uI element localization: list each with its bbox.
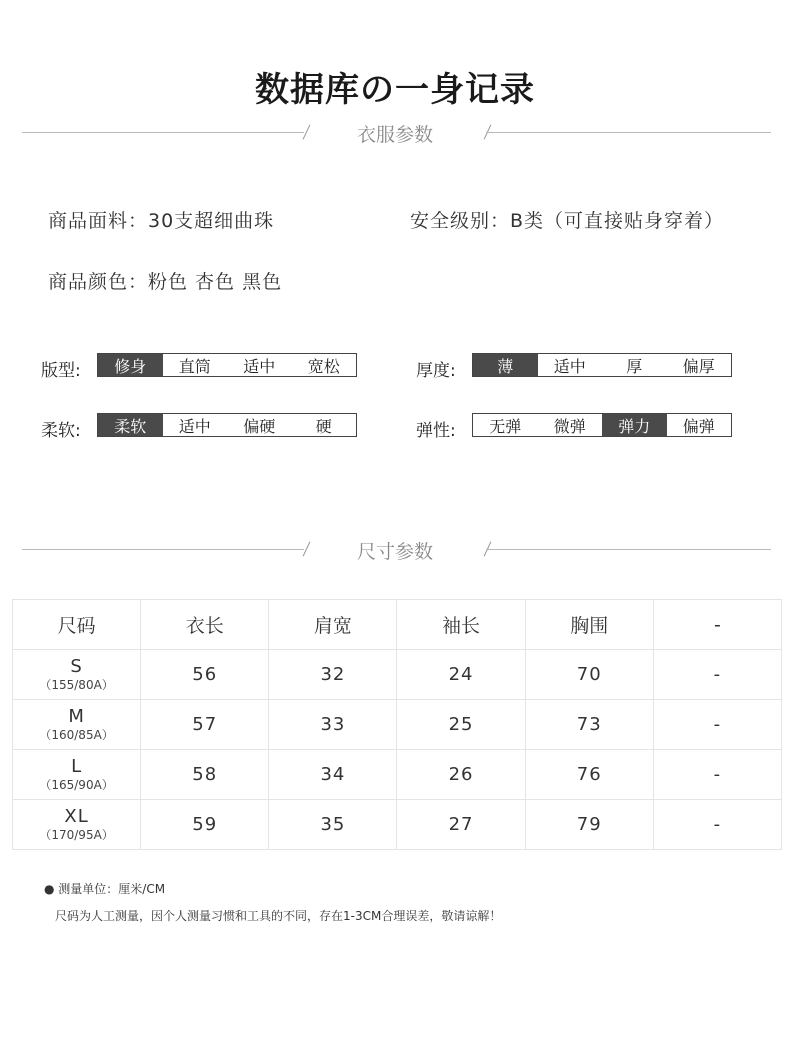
header-cell: -	[653, 600, 781, 650]
fit-options	[97, 353, 357, 377]
value-cell: 32	[269, 650, 397, 700]
page-title: 数据库の一身记录	[255, 70, 535, 110]
option-softness-1: 适中	[178, 416, 211, 436]
value-cell: 58	[141, 750, 269, 800]
table-row	[13, 650, 782, 700]
option-elasticity-1: 微弹	[553, 416, 586, 436]
section-title-size-params: 尺寸参数	[356, 541, 433, 563]
header-cell: 衣长	[141, 600, 269, 650]
fit-label: 版型:	[41, 361, 81, 381]
value-cell: 76	[525, 750, 653, 800]
size-cell	[13, 750, 141, 800]
option-thickness-2: 厚	[626, 356, 643, 376]
section-divider-size	[0, 535, 790, 565]
option-thickness-0: 薄	[473, 354, 538, 376]
thickness-options	[472, 353, 732, 377]
value-cell: 57	[141, 700, 269, 750]
option-softness-0: 柔软	[98, 414, 163, 436]
header-cell: 尺码	[13, 600, 141, 650]
table-row	[13, 750, 782, 800]
option-thickness-1: 适中	[553, 356, 586, 376]
value-cell: 26	[397, 750, 525, 800]
safety-spec: 安全级别：B类（可直接贴身穿着）	[410, 210, 725, 232]
option-elasticity-3: 偏弹	[682, 416, 715, 436]
value-cell: 70	[525, 650, 653, 700]
header-cell: 肩宽	[269, 600, 397, 650]
section-title-clothing-params: 衣服参数	[356, 124, 433, 146]
measurement-unit-note: ● 测量单位：厘米/CM	[44, 882, 166, 896]
value-cell: 24	[397, 650, 525, 700]
option-elasticity-0: 无弹	[489, 416, 522, 436]
size-table-header	[13, 600, 782, 650]
value-cell: 33	[269, 700, 397, 750]
value-cell: 56	[141, 650, 269, 700]
color-spec: 商品颜色：粉色 杏色 黑色	[48, 271, 283, 293]
size-cell	[13, 700, 141, 750]
option-fit-2: 适中	[243, 356, 276, 376]
size-label: M	[68, 705, 85, 727]
softness-label: 柔软:	[41, 421, 81, 441]
option-softness-3: 硬	[315, 416, 332, 436]
size-cell	[13, 800, 141, 850]
option-elasticity-2: 弹力	[602, 414, 667, 436]
size-cell	[13, 650, 141, 700]
value-cell: 25	[397, 700, 525, 750]
size-standard: （170/95A）	[39, 827, 114, 842]
size-table	[12, 599, 782, 850]
size-label: XL	[64, 805, 89, 827]
value-cell: 35	[269, 800, 397, 850]
size-standard: （155/80A）	[39, 677, 114, 692]
header-cell: 胸围	[525, 600, 653, 650]
measurement-disclaimer: 尺码为人工测量，因个人测量习惯和工具的不同，存在1-3CM合理误差，敬请谅解！	[55, 909, 502, 923]
header-cell: 袖长	[397, 600, 525, 650]
option-fit-3: 宽松	[307, 356, 340, 376]
size-label: S	[70, 655, 83, 677]
table-row	[13, 800, 782, 850]
size-standard: （160/85A）	[39, 727, 114, 742]
value-cell: 73	[525, 700, 653, 750]
option-fit-0: 修身	[98, 354, 163, 376]
value-cell: 79	[525, 800, 653, 850]
softness-options	[97, 413, 357, 437]
fabric-spec: 商品面料：30支超细曲珠	[48, 210, 275, 232]
value-cell: -	[653, 650, 781, 700]
elasticity-options	[472, 413, 732, 437]
option-fit-1: 直筒	[178, 356, 211, 376]
value-cell: 27	[397, 800, 525, 850]
elasticity-label: 弹性:	[416, 421, 456, 441]
option-thickness-3: 偏厚	[682, 356, 715, 376]
value-cell: -	[653, 800, 781, 850]
table-row	[13, 700, 782, 750]
thickness-label: 厚度:	[416, 361, 456, 381]
size-standard: （165/90A）	[39, 777, 114, 792]
option-softness-2: 偏硬	[243, 416, 276, 436]
section-divider-clothing	[0, 118, 790, 148]
value-cell: 59	[141, 800, 269, 850]
value-cell: -	[653, 700, 781, 750]
value-cell: 34	[269, 750, 397, 800]
value-cell: -	[653, 750, 781, 800]
size-label: L	[71, 755, 83, 777]
